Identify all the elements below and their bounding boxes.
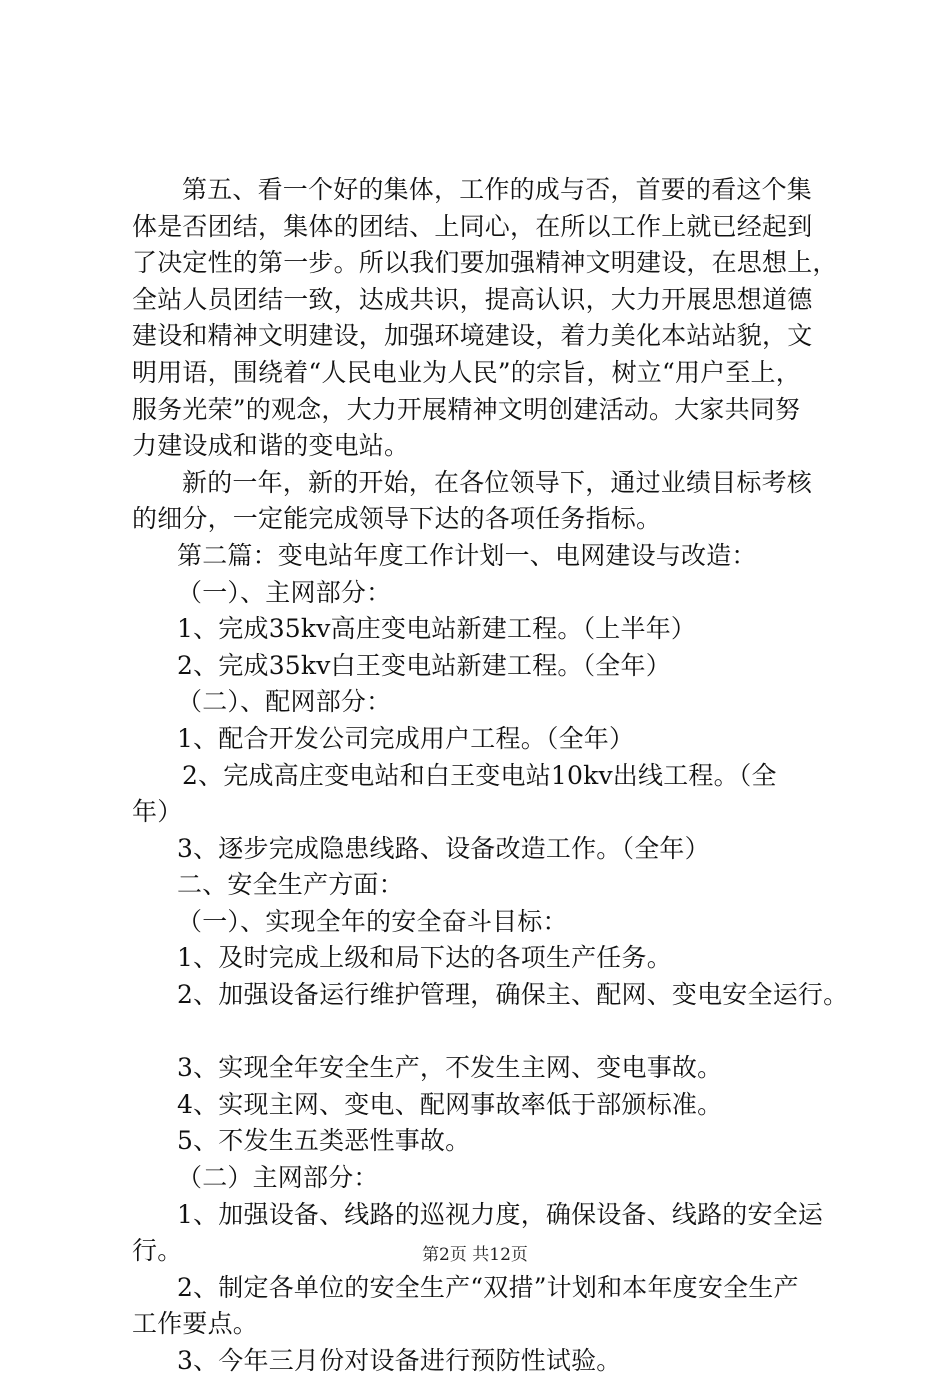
paragraph-line: 了决定性的第一步。所以我们要加强精神文明建设，在思想上， bbox=[132, 248, 838, 278]
paragraph-line: 的细分，一定能完成领导下达的各项任务指标。 bbox=[132, 504, 662, 534]
body-text bbox=[132, 172, 849, 1380]
paragraph-line: 力建设成和谐的变电站。 bbox=[132, 431, 410, 461]
paragraph-line: 全站人员团结一致，达成共识，提高认识，大力开展思想道德 bbox=[132, 284, 813, 314]
paragraph-line: 新的一年，新的开始，在各位领导下，通过业绩目标考核 bbox=[182, 467, 813, 497]
list-item: 2、制定各单位的安全生产“双措”计划和本年度安全生产 bbox=[177, 1272, 799, 1302]
list-item-continuation: 工作要点。 bbox=[132, 1309, 259, 1339]
list-item: 2、加强设备运行维护管理，确保主、配网、变电安全运行。 bbox=[177, 980, 849, 1010]
paragraph-line: 建设和精神文明建设，加强环境建设，着力美化本站站貌，文 bbox=[132, 321, 813, 351]
list-item-continuation: 行。 bbox=[132, 1236, 183, 1266]
list-item: 1、加强设备、线路的巡视力度，确保设备、线路的安全运 bbox=[177, 1199, 824, 1229]
list-item: 3、逐步完成隐患线路、设备改造工作。（全年） bbox=[177, 833, 710, 863]
paragraph-line: 明用语，围绕着“人民电业为人民”的宗旨，树立“用户至上， bbox=[132, 357, 801, 387]
subsection-heading: （一）、实现全年的安全奋斗目标： bbox=[177, 906, 568, 936]
subsection-heading: （二）主网部分： bbox=[177, 1163, 379, 1193]
list-item: 1、及时完成上级和局下达的各项生产任务。 bbox=[177, 943, 672, 973]
section-heading: 第二篇：变电站年度工作计划一、电网建设与改造： bbox=[177, 540, 757, 570]
list-item: 5、不发生五类恶性事故。 bbox=[177, 1126, 471, 1156]
page-number-footer: 第2页 共12页 bbox=[422, 1245, 528, 1265]
subsection-heading: （二）、配网部分： bbox=[177, 687, 392, 717]
list-item: 1、配合开发公司完成用户工程。（全年） bbox=[177, 723, 635, 753]
list-item: 3、今年三月份对设备进行预防性试验。 bbox=[177, 1346, 622, 1375]
list-item: 2、完成高庄变电站和白王变电站10kv出线工程。（全 bbox=[182, 760, 777, 790]
section-heading: 二、安全生产方面： bbox=[177, 870, 404, 900]
paragraph-line: 体是否团结，集体的团结、上同心，在所以工作上就已经起到 bbox=[132, 211, 813, 241]
list-item: 4、实现主网、变电、配网事故率低于部颁标准。 bbox=[177, 1089, 723, 1119]
list-item: 1、完成35kv高庄变电站新建工程。（上半年） bbox=[177, 614, 697, 644]
list-item-continuation: 年） bbox=[132, 797, 183, 827]
list-item: 2、完成35kv白王变电站新建工程。（全年） bbox=[177, 650, 671, 680]
subsection-heading: （一）、主网部分： bbox=[177, 577, 392, 607]
paragraph-line: 第五、看一个好的集体，工作的成与否，首要的看这个集 bbox=[182, 175, 813, 204]
blank-line bbox=[132, 1014, 832, 1051]
list-item: 3、实现全年安全生产，不发生主网、变电事故。 bbox=[177, 1053, 723, 1083]
paragraph-line: 服务光荣”的观念，大力开展精神文明创建活动。大家共同努 bbox=[132, 394, 801, 424]
